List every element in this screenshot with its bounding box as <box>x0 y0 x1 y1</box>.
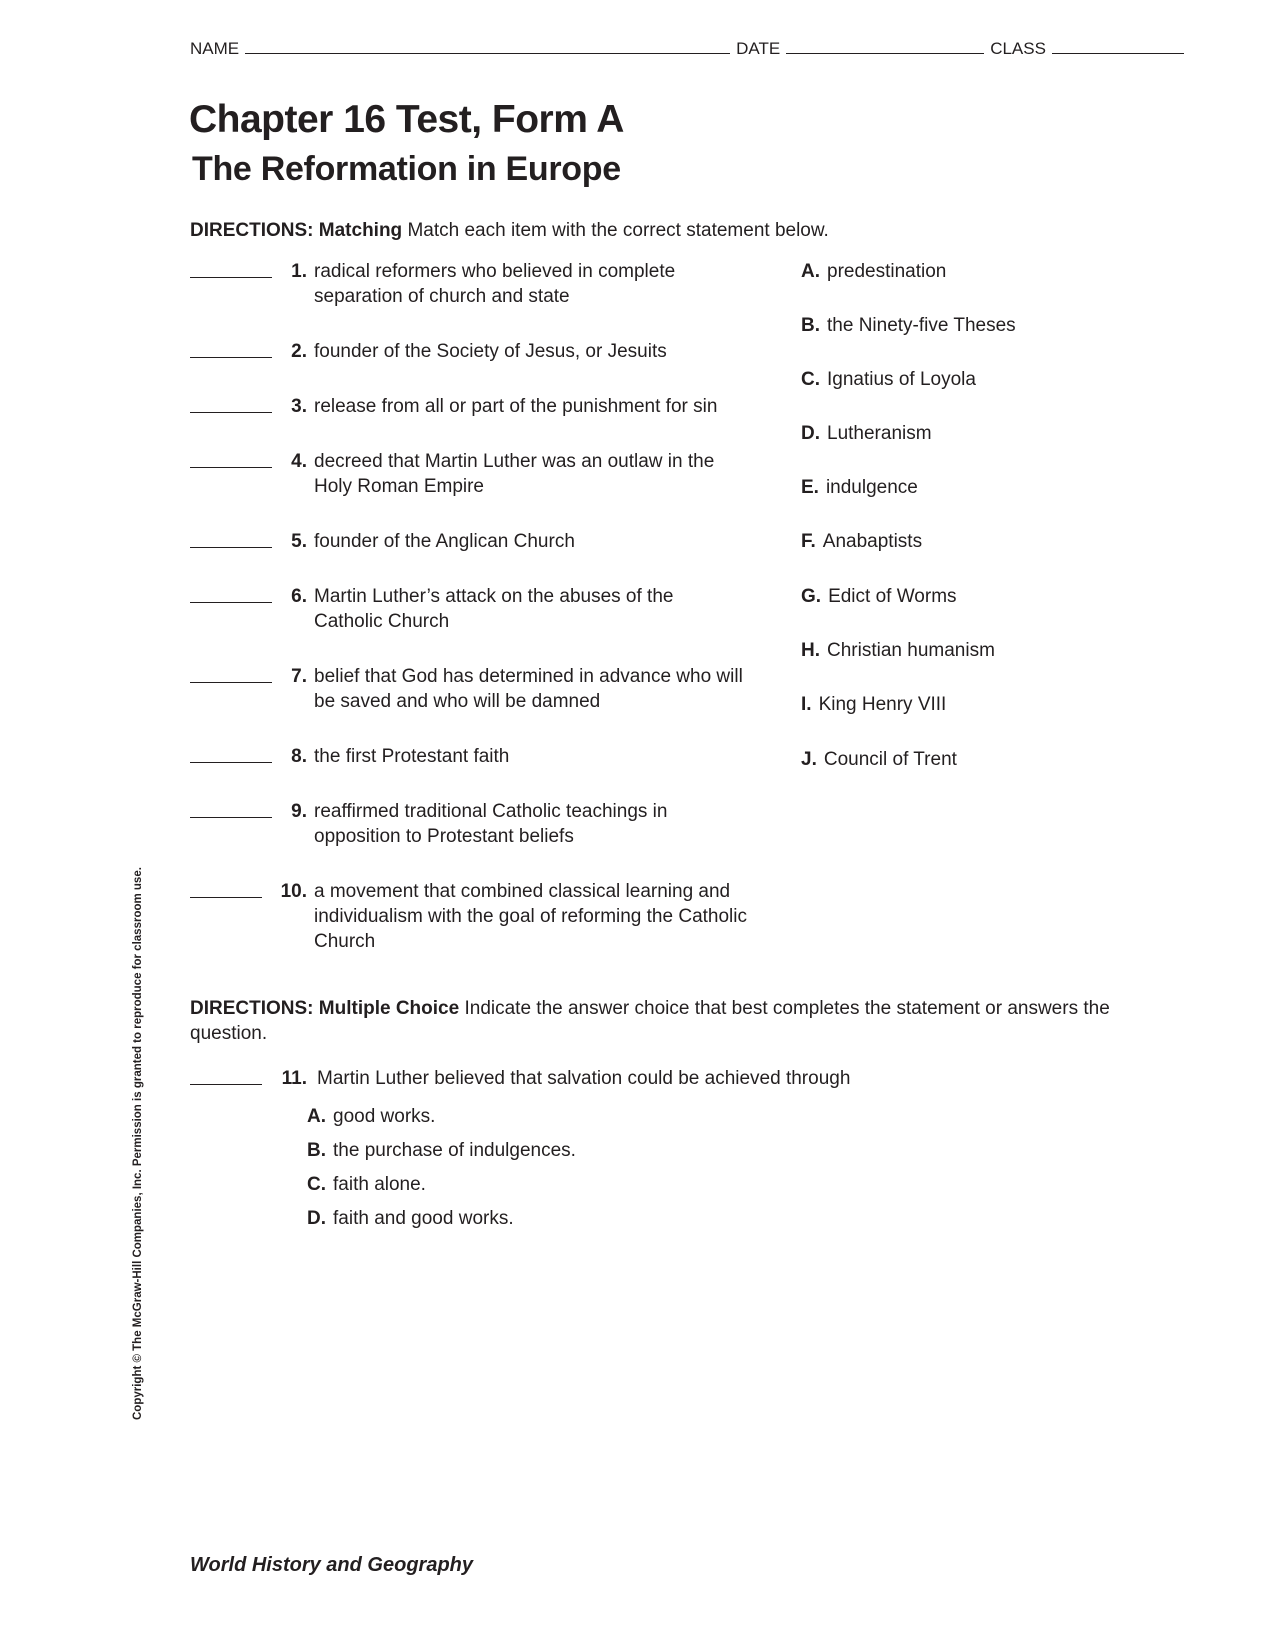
matching-item <box>190 529 744 554</box>
option-text: Christian humanism <box>827 640 995 661</box>
item-text: belief that God has determined in advance who will be saved and who will be damned <box>314 666 743 712</box>
option-text: Council of Trent <box>823 749 957 770</box>
choice-letter: D. <box>307 1208 326 1229</box>
item-number: 2. <box>291 341 307 362</box>
answer-blank[interactable] <box>190 394 272 413</box>
book-title-footer: World History and Geography <box>190 1554 473 1576</box>
option-text: the Ninety-five Theses <box>827 315 1016 336</box>
option-letter: C. <box>801 369 820 390</box>
option-letter: B. <box>801 315 820 336</box>
item-text: Martin Luther’s attack on the abuses of the Catholic Church <box>314 586 674 632</box>
matching-option <box>801 259 946 284</box>
option-text: Ignatius of Loyola <box>827 369 976 390</box>
item-text: founder of the Society of Jesus, or Jesuits <box>314 341 667 362</box>
option-text: Edict of Worms <box>828 586 957 607</box>
matching-directions <box>190 218 1130 243</box>
answer-blank[interactable] <box>190 259 272 278</box>
choice-text: faith alone. <box>333 1174 426 1195</box>
page-title: Chapter 16 Test, Form A <box>189 98 624 141</box>
item-text: founder of the Anglican Church <box>314 531 575 552</box>
matching-option <box>801 421 932 446</box>
option-text: King Henry VIII <box>818 694 947 715</box>
item-number: 1. <box>291 261 307 282</box>
item-text: the first Protestant faith <box>314 746 510 767</box>
multiple-choice-directions <box>190 996 1130 1046</box>
name-label: NAME <box>190 39 240 58</box>
item-number: 10. <box>280 881 307 902</box>
matching-item <box>190 744 744 769</box>
matching-option <box>801 313 1016 338</box>
item-text: release from all or part of the punishment for sin <box>314 396 718 417</box>
choice-letter: C. <box>307 1174 326 1195</box>
option-letter: G. <box>801 586 822 607</box>
option-text: indulgence <box>825 477 918 498</box>
option-text: Anabaptists <box>822 531 923 552</box>
choice-letter: A. <box>307 1106 326 1127</box>
matching-item <box>190 259 744 309</box>
item-number: 4. <box>291 451 307 472</box>
answer-choice <box>307 1206 514 1231</box>
matching-item <box>190 664 754 714</box>
matching-option <box>801 475 918 500</box>
matching-option <box>801 638 995 663</box>
option-letter: A. <box>801 261 820 282</box>
matching-option <box>801 367 976 392</box>
item-number: 8. <box>291 746 307 767</box>
copyright-notice: Copyright © The McGraw-Hill Companies, Inc. Permission is granted to reproduce for classroom use. <box>132 867 144 1420</box>
item-text: radical reformers who believed in complete separation of church and state <box>314 261 676 307</box>
matching-item <box>190 339 744 364</box>
item-text: reaffirmed traditional Catholic teachings in opposition to Protestant beliefs <box>314 801 668 847</box>
class-label: CLASS <box>990 39 1046 58</box>
choice-letter: B. <box>307 1140 326 1161</box>
option-letter: J. <box>801 749 817 770</box>
matching-option <box>801 747 957 772</box>
matching-option <box>801 529 922 554</box>
matching-item <box>190 394 764 419</box>
option-letter: F. <box>801 531 816 552</box>
section-label: Multiple Choice <box>318 998 460 1019</box>
matching-item <box>190 799 714 849</box>
item-number: 6. <box>291 586 307 607</box>
option-text: predestination <box>827 261 947 282</box>
matching-option <box>801 692 946 717</box>
answer-blank[interactable] <box>190 584 272 603</box>
date-label: DATE <box>736 39 781 58</box>
question-number: 11. <box>281 1068 307 1089</box>
item-text: a movement that combined classical learning and individualism with the goal of reforming the Catholic Church <box>314 881 747 952</box>
directions-text: Match each item with the correct statement below. <box>407 220 829 241</box>
option-text: Lutheranism <box>827 423 932 444</box>
answer-blank[interactable] <box>190 449 272 468</box>
item-number: 5. <box>291 531 307 552</box>
item-text: decreed that Martin Luther was an outlaw in the Holy Roman Empire <box>314 451 715 497</box>
student-info-header <box>190 38 1190 59</box>
matching-item <box>190 449 754 499</box>
answer-blank[interactable] <box>190 339 272 358</box>
answer-choice <box>307 1172 426 1197</box>
item-number: 3. <box>291 396 307 417</box>
answer-choice <box>307 1104 435 1129</box>
answer-choice <box>307 1138 576 1163</box>
option-letter: E. <box>801 477 819 498</box>
choice-text: good works. <box>333 1106 436 1127</box>
question-text: Martin Luther believed that salvation could be achieved through <box>317 1068 851 1089</box>
answer-blank[interactable] <box>190 529 272 548</box>
section-label: Matching <box>318 220 403 241</box>
answer-blank[interactable] <box>190 879 262 898</box>
answer-blank[interactable] <box>190 1066 262 1085</box>
item-number: 7. <box>291 666 307 687</box>
answer-blank[interactable] <box>190 799 272 818</box>
item-number: 9. <box>291 801 307 822</box>
matching-item <box>190 879 754 954</box>
page-subtitle: The Reformation in Europe <box>192 150 621 188</box>
option-letter: H. <box>801 640 820 661</box>
answer-blank[interactable] <box>190 664 272 683</box>
class-field[interactable] <box>1052 38 1184 54</box>
directions-label: DIRECTIONS: <box>190 998 314 1019</box>
choice-text: the purchase of indulgences. <box>333 1140 576 1161</box>
choice-text: faith and good works. <box>333 1208 514 1229</box>
option-letter: D. <box>801 423 820 444</box>
option-letter: I. <box>801 694 812 715</box>
date-field[interactable] <box>786 38 984 54</box>
multiple-choice-question <box>190 1066 850 1091</box>
answer-blank[interactable] <box>190 744 272 763</box>
directions-label: DIRECTIONS: <box>190 220 314 241</box>
directions-text: Indicate the answer choice that best completes the statement or answers the question. <box>190 998 1110 1044</box>
matching-item <box>190 584 714 634</box>
name-field[interactable] <box>245 38 730 54</box>
matching-option <box>801 584 957 609</box>
